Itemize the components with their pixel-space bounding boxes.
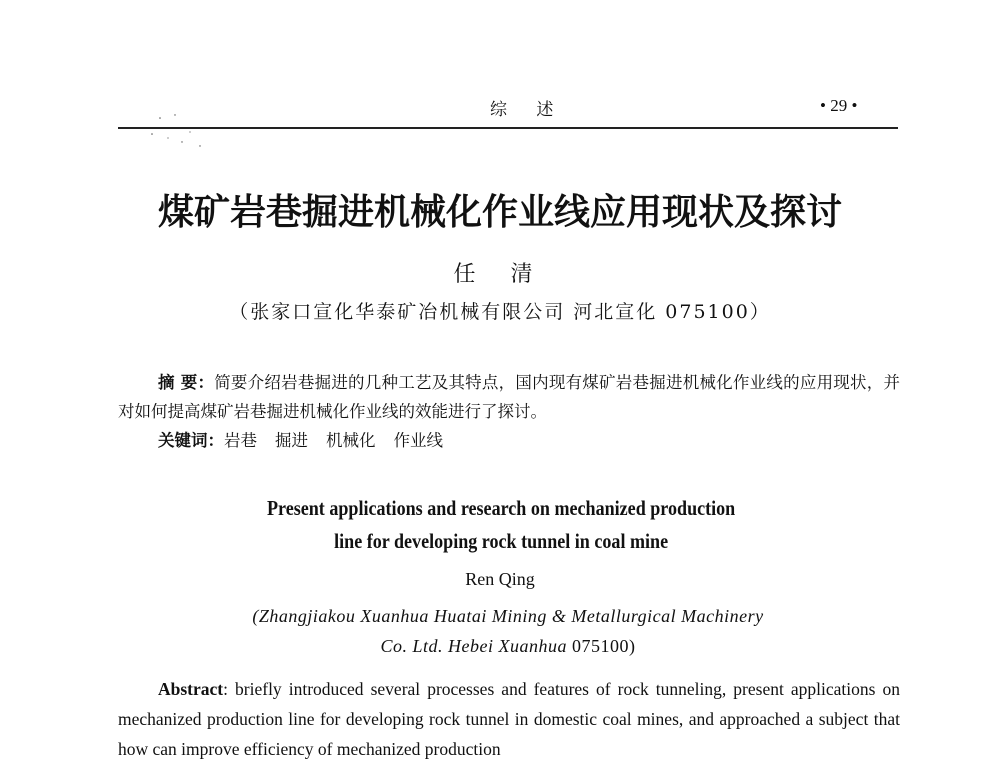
article-title-english-line: line for developing rock tunnel in coal mine [334, 529, 669, 553]
abstract-chinese-label: 摘 要： [158, 373, 215, 392]
affiliation-english [0, 601, 1000, 661]
scan-specks [140, 112, 220, 152]
abstract-english-label: Abstract [158, 679, 224, 699]
abstract-english [118, 674, 900, 764]
running-header-section: 综 述 [490, 100, 566, 120]
keyword: 岩巷 [224, 431, 257, 450]
header-rule [118, 127, 898, 129]
keyword: 作业线 [393, 431, 443, 450]
running-header-page-number: • 29 • [820, 96, 858, 115]
affiliation-chinese: （张家口宣化华泰矿冶机械有限公司 河北宣化 075100） [229, 301, 771, 323]
abstract-chinese [118, 368, 900, 426]
article-title-chinese: 煤矿岩巷掘进机械化作业线应用现状及探讨 [157, 192, 842, 233]
article-title-english [71, 492, 931, 558]
author-chinese: 任 清 [453, 262, 547, 287]
affiliation-english-line: Co. Ltd. Hebei Xuanhua [380, 636, 567, 656]
keywords-chinese-label: 关键词： [158, 431, 224, 450]
affiliation-english-line: (Zhangjiakou Xuanhua Huatai Mining & Metallurgical Machinery [252, 606, 764, 626]
author-english: Ren Qing [465, 569, 535, 589]
article-title-english-line: Present applications and research on mechanized production [266, 496, 736, 520]
abstract-chinese-text: 简要介绍岩巷掘进的几种工艺及其特点，国内现有煤矿岩巷掘进机械化作业线的应用现状，并对如何提高煤矿岩巷掘进机械化作业线的效能进行了探讨。 [118, 373, 901, 421]
keywords-chinese [158, 426, 461, 455]
keyword: 机械化 [326, 431, 376, 450]
abstract-english-text: : briefly introduced several processes and features of rock tunneling, present applications on mechanized production line for developing rock tunnel in domestic coal mines, and approached a subject that how can improve efficiency of mechanized production [118, 679, 900, 759]
affiliation-english-line-2 [0, 631, 1000, 661]
affiliation-english-postcode: 075100) [572, 636, 636, 656]
keyword: 掘进 [275, 431, 308, 450]
